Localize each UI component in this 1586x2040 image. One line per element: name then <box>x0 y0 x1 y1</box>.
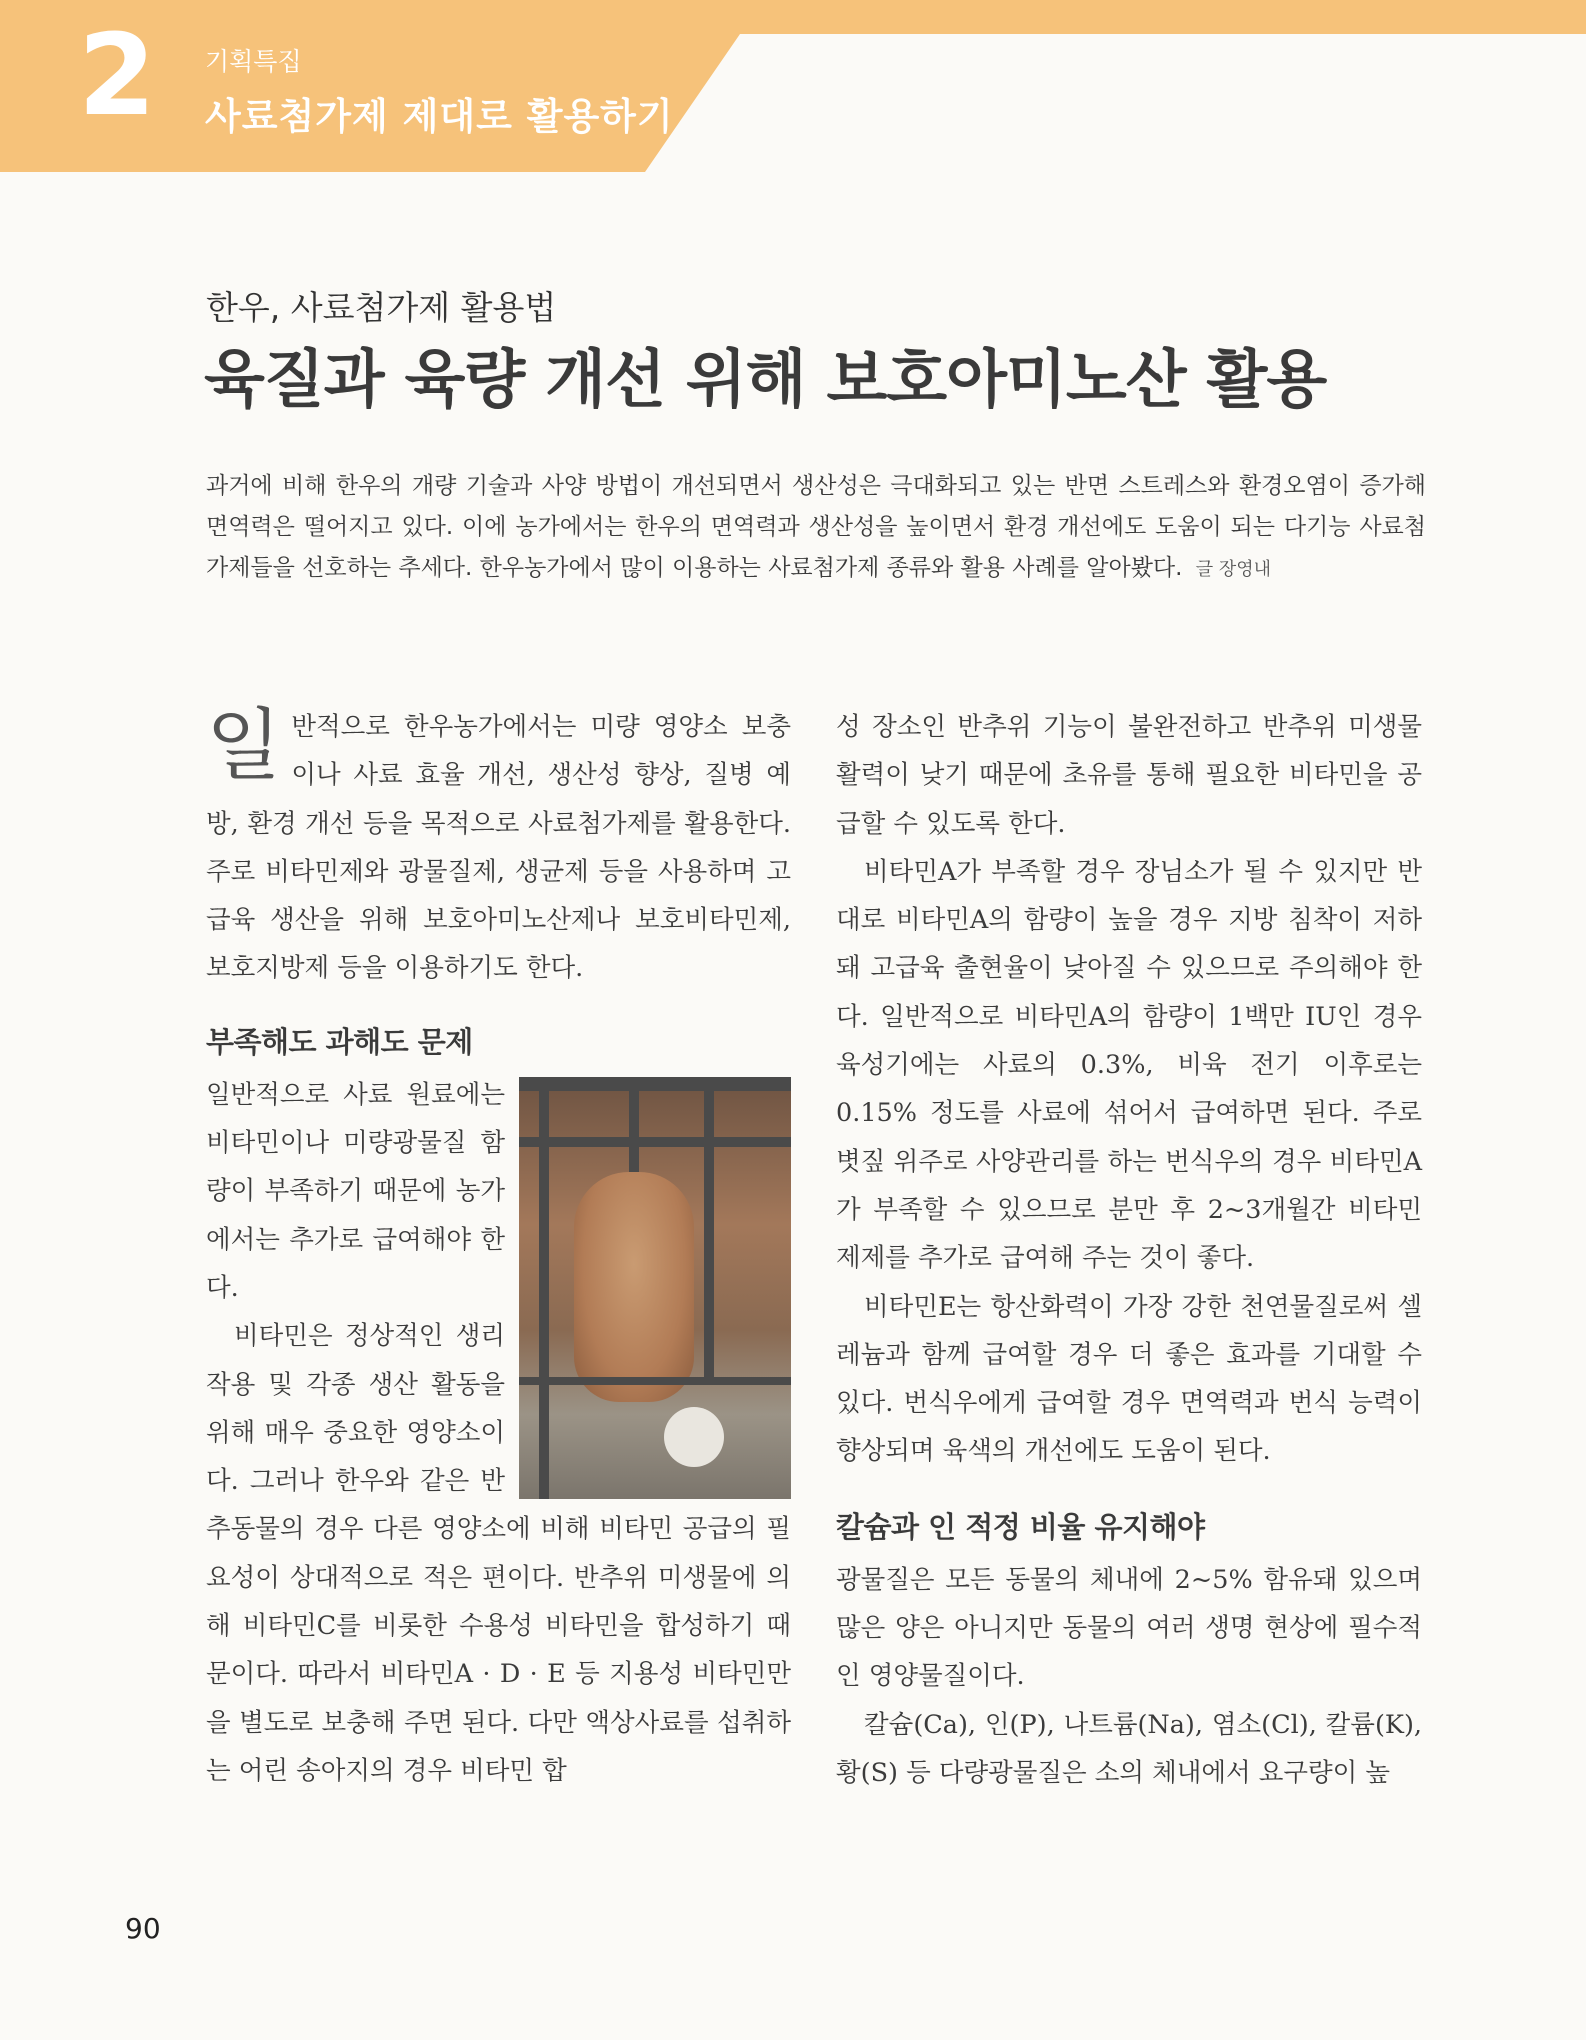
article-lead <box>206 466 1426 590</box>
paragraph: 광물질은 모든 동물의 체내에 2~5% 함유돼 있으며 많은 양은 아니지만 동물의 여러 생명 현상에 필수적인 영양물질이다. <box>836 1564 1422 1692</box>
article-title: 육질과 육량 개선 위해 보호아미노산 활용 <box>204 343 1327 416</box>
left-column <box>206 703 791 1795</box>
section-heading-2: 칼슘과 인 적정 비율 유지해야 <box>836 1509 1205 1544</box>
paragraph: 비타민A가 부족할 경우 장님소가 될 수 있지만 반대로 비타민A의 함량이 높을 경우 지방 침착이 저하돼 고급육 출현율이 낮아질 수 있으므로 주의해야 한다. 일반적으로 비타민A의 함량이 1백만 IU인 경우 육성기에는 사료의 0.3%, 비육 전기 이후로는 0.15% 정도를 사료에 섞어서 급여하면 된다. 주로 볏짚 위주로 사양관리를 하는 번식우의 경우 비타민A가 부족할 수 있으므로 분만 후 2~3개월간 비타민 제제를 추가로 급여해 주는 것이 좋다. <box>836 856 1422 1274</box>
intro-paragraph <box>206 703 791 993</box>
page-number: 90 <box>125 1912 161 1945</box>
right-column <box>836 703 1422 1797</box>
section-heading-1: 부족해도 과해도 문제 <box>206 1024 473 1059</box>
section-kicker: 기획특집 <box>205 47 302 76</box>
paragraph: 칼슘(Ca), 인(P), 나트륨(Na), 염소(Cl), 칼륨(K), 황(S) 등 다량광물질은 소의 체내에서 요구량이 높 <box>836 1709 1422 1788</box>
article-subtitle: 한우, 사료첨가제 활용법 <box>206 288 557 327</box>
lead-text: 과거에 비해 한우의 개량 기술과 사양 방법이 개선되면서 생산성은 극대화되고 있는 반면 스트레스와 환경오염이 증가해 면역력은 떨어지고 있다. 이에 농가에서는 한우의 면역력과 생산성을 높이면서 환경 개선에도 도움이 되는 다기능 사료첨가제들을 선호하는 추세다. 한우농가에서 많이 이용하는 사료첨가제 종류와 활용 사례를 알아봤다. <box>206 473 1426 581</box>
section-title: 사료첨가제 제대로 활용하기 <box>205 95 674 138</box>
drop-cap: 일 <box>206 701 282 791</box>
paragraph: 비타민은 정상적인 생리작용 및 각종 생산 활동을 위해 매우 중요한 영양소이다. 그러나 한우와 같은 반추동물의 경우 다른 영양소에 비해 비타민 공급의 필요성이 상대적으로 적은 편이다. 반추위 미생물에 의해 비타민C를 비롯한 수용성 비타민을 합성하기 때문이다. 따라서 비타민A · D · E 등 지용성 비타민만을 별도로 보충해 주면 된다. 다만 액상사료를 섭취하는 어린 송아지의 경우 비타민 합 <box>206 1321 791 1786</box>
paragraph: 일반적으로 사료 원료에는 비타민이나 미량광물질 함량이 부족하기 때문에 농가에서는 추가로 급여해야 한다. <box>206 1079 505 1303</box>
intro-text: 반적으로 한우농가에서는 미량 영양소 보충이나 사료 효율 개선, 생산성 향상, 질병 예방, 환경 개선 등을 목적으로 사료첨가제를 활용한다. 주로 비타민제와 광물질제, 생균제 등을 사용하며 고급육 생산을 위해 보호아미노산제나 보호비타민제, 보호지방제 등을 이용하기도 한다. <box>206 712 791 984</box>
cow-photo <box>519 1077 791 1499</box>
paragraph: 비타민E는 항산화력이 가장 강한 천연물질로써 셀레늄과 함께 급여할 경우 더 좋은 효과를 기대할 수 있다. 번식우에게 급여할 경우 면역력과 번식 능력이 향상되며 육색의 개선에도 도움이 된다. <box>836 1291 1422 1467</box>
section-number: 2 <box>78 11 156 141</box>
paragraph: 성 장소인 반추위 기능이 불완전하고 반추위 미생물 활력이 낮기 때문에 초유를 통해 필요한 비타민을 공급할 수 있도록 한다. <box>836 712 1422 839</box>
byline: 글 장영내 <box>1195 559 1272 580</box>
